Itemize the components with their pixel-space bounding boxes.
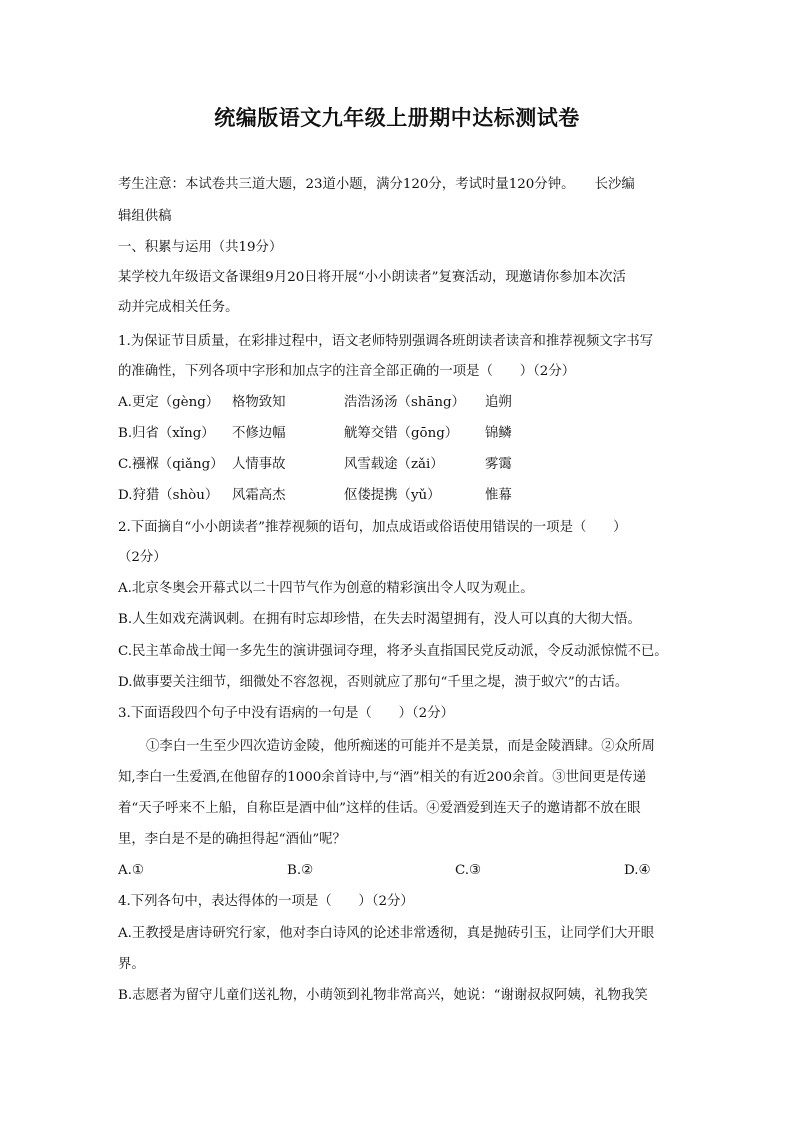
q1-option-word: 追朔 <box>485 395 512 410</box>
q2-option-d: D.做事要关注细节，细微处不容忽视，否则就应了那句“千里之堤，溃于蚁穴”的古话。 <box>118 675 629 690</box>
q1-option-label: A.更定（gèng） <box>118 395 220 410</box>
q1-option-word: 风雪载途（zǎi） <box>344 457 444 472</box>
section-intro-line-2: 动并完成相关任务。 <box>118 300 239 315</box>
q2-option-a: A.北京冬奥会开幕式以二十四节气作为创意的精彩演出令人叹为观止。 <box>118 581 534 596</box>
q3-passage-line-2: 知,李白一生爱酒,在他留存的1000余首诗中,与“酒”相关的有近200余首。③世间更是传递 <box>118 770 646 785</box>
q3-stem: 3.下面语段四个句子中没有语病的一句是（ ）（2分） <box>118 706 454 721</box>
q1-option-word: 不修边幅 <box>232 426 286 441</box>
q3-option-d: D.④ <box>624 863 651 878</box>
q3-option-c: C.③ <box>455 863 482 878</box>
q2-stem-line-2: （2分） <box>118 550 167 565</box>
q4-stem: 4.下列各句中，表达得体的一项是（ ）（2分） <box>118 894 414 909</box>
section-intro-line-1: 某学校九年级语文备课组9月20日将开展“小小朗读者”复赛活动，现邀请你参加本次活 <box>118 270 626 285</box>
q3-passage-line-4: 里，李白是不是的确担得起“酒仙”呢？ <box>118 832 346 847</box>
q1-option-word: 雾霭 <box>485 457 512 472</box>
q2-stem-line-1: 2.下面摘自“小小朗读者”推荐视频的语句，加点成语或俗语使用错误的一项是（ ） <box>118 520 627 535</box>
q1-option-label: D.狩猎（shòu） <box>118 488 219 503</box>
q1-option-label: B.归省（xǐng） <box>118 426 215 441</box>
q2-option-b: B.人生如戏充满讽刺。在拥有时忘却珍惜，在失去时渴望拥有，没人可以真的大彻大悟。 <box>118 612 641 627</box>
q1-option-word: 伛偻提携（yǔ） <box>344 488 441 503</box>
q1-option-word: 格物致知 <box>232 395 286 410</box>
q3-passage-line-3: 着“天子呼来不上船，自称臣是酒中仙”这样的佳话。④爱酒爱到连天子的邀请都不放在眼 <box>118 801 641 816</box>
q1-option-word: 惟幕 <box>485 488 512 503</box>
q4-option-a-line-1: A.王教授是唐诗研究行家，他对李白诗风的论述非常透彻，真是抛砖引玉，让同学们大开眼 <box>118 926 655 941</box>
section-heading: 一、积累与运用（共19分） <box>118 240 283 255</box>
q1-option-word: 风霜高杰 <box>232 488 286 503</box>
q1-option-word: 锦鳞 <box>485 426 512 441</box>
q1-stem-line-2: 的准确性，下列各项中字形和加点字的注音全部正确的一项是（ ）（2分） <box>118 364 576 379</box>
notice-line-2: 辑组供稿 <box>118 209 172 224</box>
q3-passage-line-1: ①李白一生至少四次造访金陵，他所痴迷的可能并不是美景，而是金陵酒肆。②众所周 <box>146 739 655 754</box>
q2-option-c: C.民主革命战士闻一多先生的演讲强词夺理，将矛头直指国民党反动派，令反动派惊慌不已。 <box>118 644 668 659</box>
q1-option-word: 浩浩汤汤（shāng） <box>344 395 466 410</box>
q1-option-label: C.襁褓（qiǎng） <box>118 457 224 472</box>
q4-option-b-line-1: B.志愿者为留守儿童们送礼物，小萌领到礼物非常高兴，她说：“谢谢叔叔阿姨，礼物我笑 <box>118 988 648 1003</box>
q4-option-a-line-2: 界。 <box>118 957 145 972</box>
q1-stem-line-1: 1.为保证节目质量，在彩排过程中，语文老师特别强调各班朗读者读音和推荐视频文字书写 <box>118 334 654 349</box>
q3-option-b: B.② <box>287 863 314 878</box>
q3-option-a: A.① <box>118 863 144 878</box>
notice-line-1: 考生注意：本试卷共三道大题，23道小题，满分120分，考试时量120分钟。 长沙编 <box>118 177 635 192</box>
q1-option-word: 人情事故 <box>232 457 286 472</box>
q1-option-word: 觥筹交错（gōng） <box>344 426 459 441</box>
exam-title: 统编版语文九年级上册期中达标测试卷 <box>214 106 580 130</box>
